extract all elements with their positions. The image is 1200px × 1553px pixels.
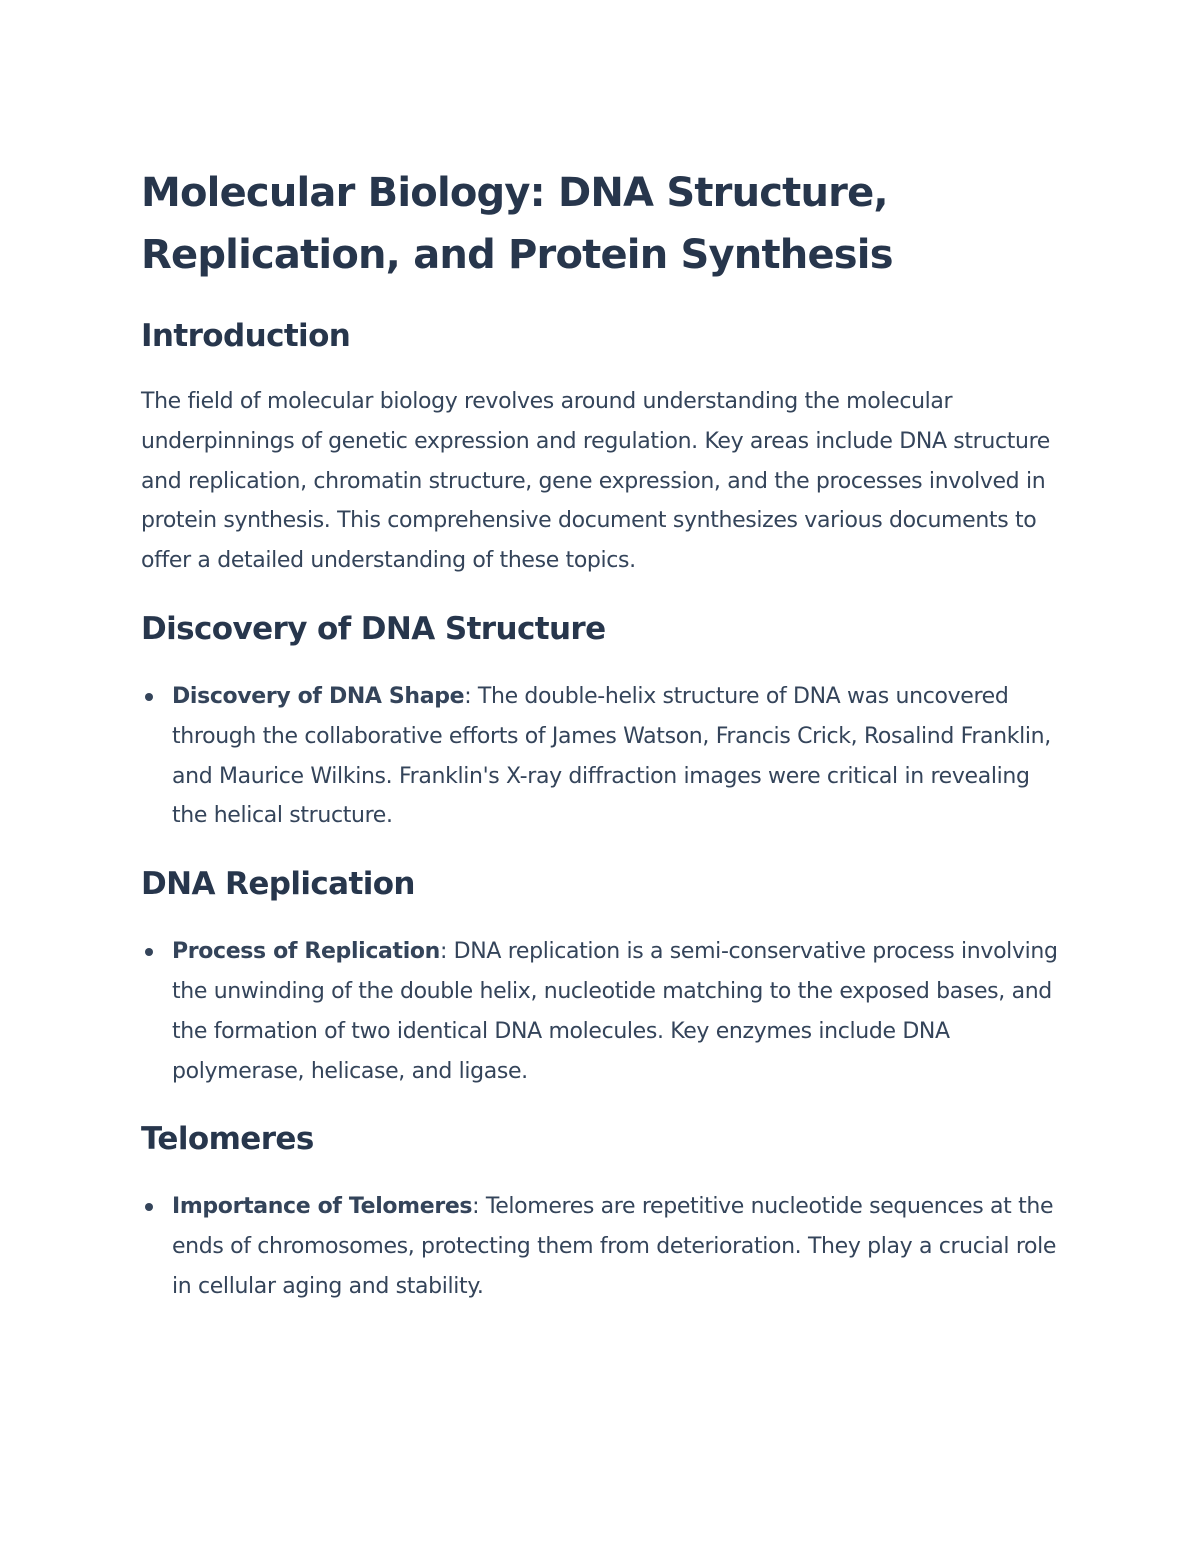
telomeres-list — [141, 1187, 1066, 1306]
list-item — [172, 1187, 1066, 1306]
list-item — [172, 677, 1066, 836]
introduction-paragraph: The field of molecular biology revolves around understanding the molecular underpinnings of genetic expression and regulation. Key areas include DNA structure and replication, chromatin structure, gene expression, and the processes involved in protein synthesis. This comprehensive document synthesizes various documents to offer a detailed understanding of these topics. — [141, 389, 1050, 574]
list-item — [172, 932, 1066, 1091]
document-content — [141, 162, 1066, 1307]
replication-list — [141, 932, 1066, 1091]
section-heading-introduction: Introduction — [141, 318, 351, 354]
bullet-icon — [145, 1203, 153, 1211]
section-heading-telomeres: Telomeres — [141, 1121, 314, 1158]
bullet-icon — [145, 948, 153, 956]
list-item-term: Importance of Telomeres — [172, 1194, 473, 1220]
discovery-list — [141, 677, 1066, 836]
section-heading-replication: DNA Replication — [141, 866, 415, 903]
bullet-icon — [145, 693, 153, 701]
list-item-term: Process of Replication — [172, 939, 440, 965]
section-heading-discovery: Discovery of DNA Structure — [141, 610, 606, 647]
list-item-term: Discovery of DNA Shape — [172, 683, 465, 709]
document-title: Molecular Biology: DNA Structure, Replication, and Protein Synthesis — [141, 170, 893, 278]
list-item-text: : Telomeres are repetitive nucleotide sequences at the ends of chromosomes, protecting them from deterioration. They play a crucial role in cellular aging and stability. — [172, 1194, 1057, 1299]
list-item-text: : The double-helix structure of DNA was uncovered through the collaborative efforts of James Watson, Francis Crick, Rosalind Franklin, and Maurice Wilkins. Franklin's X-ray diffraction images were critical in revealing the helical structure. — [172, 683, 1051, 829]
list-item-text: : DNA replication is a semi-conservative process involving the unwinding of the double helix, nucleotide matching to the exposed bases, and the formation of two identical DNA molecules. Key enzymes include DNA polymerase, helicase, and ligase. — [172, 939, 1058, 1084]
